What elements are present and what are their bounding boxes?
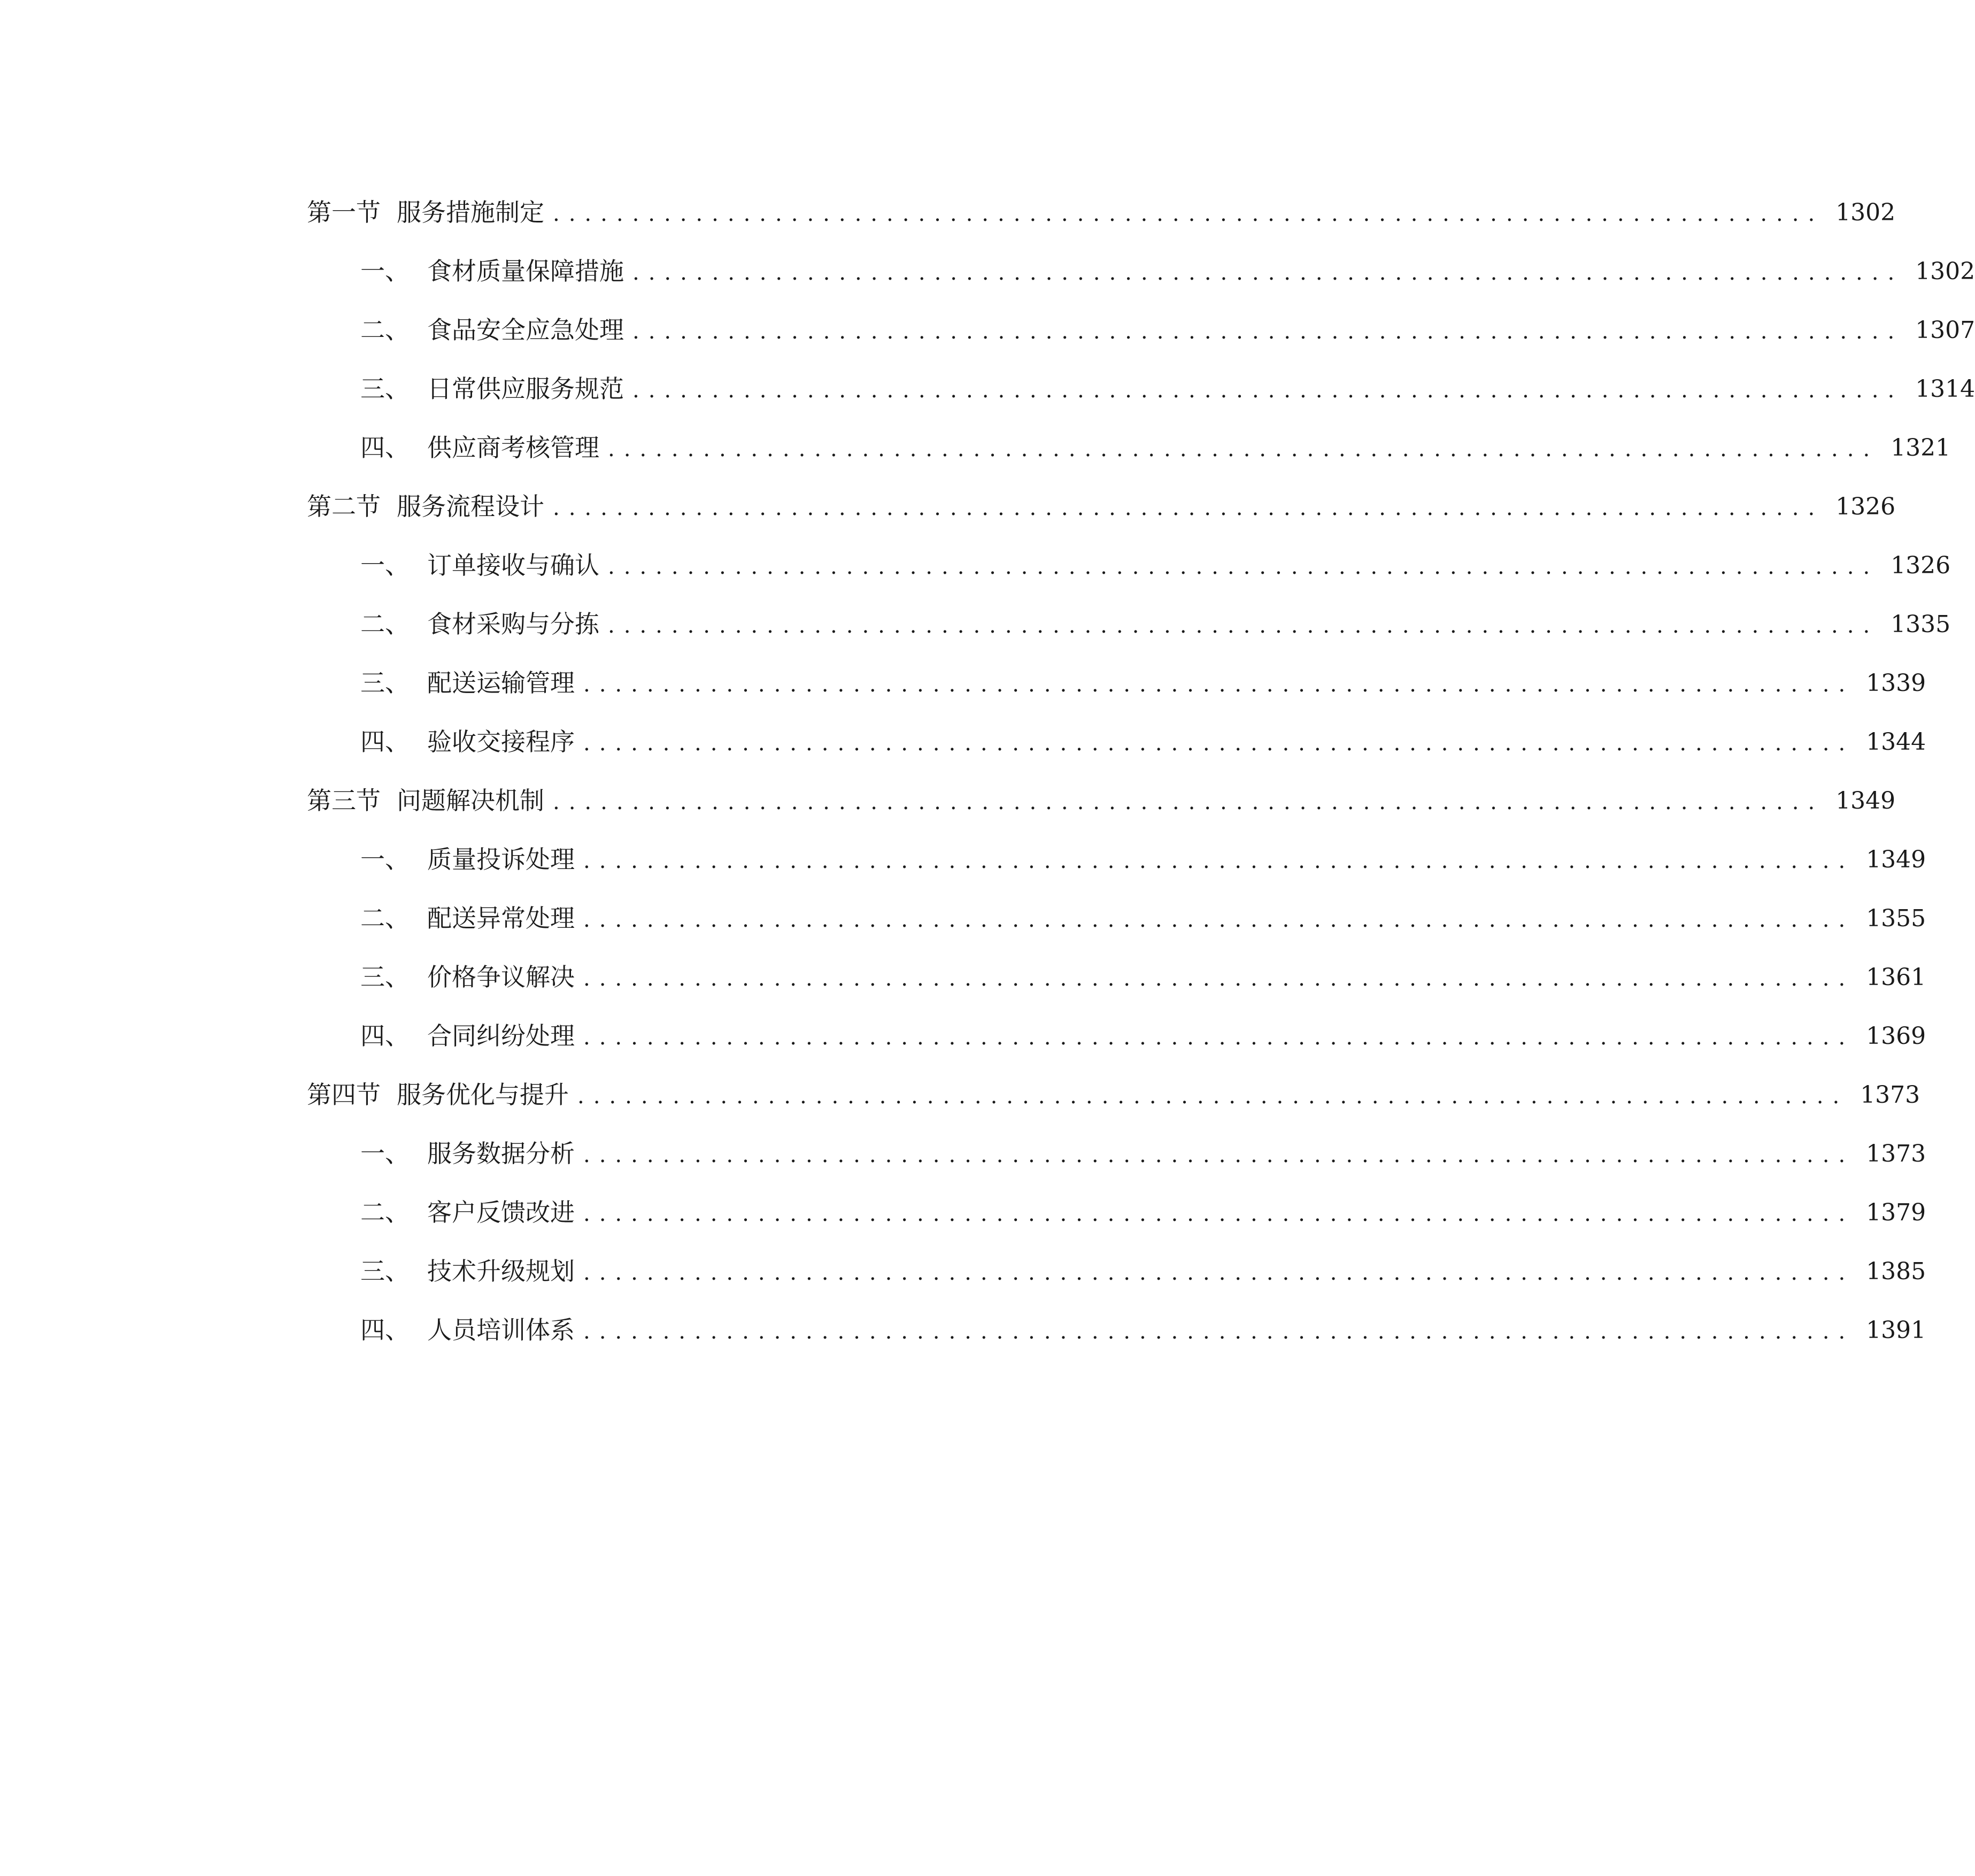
toc-entry-title: 食材采购与分拣 — [427, 610, 599, 639]
toc-entry-number: 第二节 — [307, 492, 381, 521]
toc-page-number: 1369 — [1866, 1022, 1926, 1050]
toc-entry-subsection[interactable] — [307, 342, 1975, 403]
toc-page-number: 1339 — [1866, 670, 1926, 697]
toc-entry-title: 服务措施制定 — [397, 198, 544, 227]
toc-entry-title: 人员培训体系 — [427, 1316, 575, 1344]
dot-leader: ................................................................................ — [583, 1143, 1855, 1167]
toc-entry-number: 三、 — [360, 668, 410, 697]
toc-page-number: 1373 — [1860, 1081, 1920, 1109]
toc-entry-subsection[interactable] — [307, 1225, 1926, 1286]
table-of-contents — [307, 166, 1975, 1344]
toc-entry-section-1[interactable] — [307, 166, 1896, 227]
toc-entry-section-3[interactable] — [307, 754, 1896, 815]
toc-entry-title: 订单接收与确认 — [427, 551, 599, 580]
toc-page-number: 1307 — [1915, 317, 1975, 344]
toc-entry-title: 客户反馈改进 — [427, 1198, 575, 1227]
toc-page-number: 1373 — [1866, 1140, 1926, 1167]
toc-entry-title: 质量投诉处理 — [427, 845, 575, 874]
toc-entry-number: 第一节 — [307, 198, 381, 227]
toc-entry-subsection[interactable] — [307, 401, 1951, 462]
toc-page-number: 1302 — [1915, 258, 1975, 285]
toc-entry-title: 价格争议解决 — [427, 963, 575, 991]
dot-leader: ................................................................................ — [553, 790, 1824, 814]
toc-entry-number: 第三节 — [307, 786, 381, 815]
toc-entry-number: 一、 — [360, 845, 410, 874]
toc-entry-number: 四、 — [360, 1316, 410, 1344]
dot-leader: ................................................................................ — [608, 437, 1879, 462]
dot-leader: ................................................................................ — [583, 908, 1855, 932]
toc-entry-subsection[interactable] — [307, 872, 1926, 933]
toc-page-number: 1302 — [1835, 199, 1896, 226]
toc-page-number: 1391 — [1866, 1317, 1926, 1344]
dot-leader: ................................................................................ — [553, 202, 1824, 226]
dot-leader: ................................................................................ — [583, 1319, 1855, 1344]
toc-entry-number: 第四节 — [307, 1080, 381, 1109]
toc-entry-subsection[interactable] — [307, 1283, 1926, 1344]
toc-entry-title: 问题解决机制 — [397, 786, 544, 815]
toc-entry-number: 二、 — [360, 316, 410, 344]
dot-leader: ................................................................................ — [553, 496, 1824, 520]
toc-entry-number: 四、 — [360, 433, 410, 462]
dot-leader: ................................................................................ — [632, 319, 1904, 344]
toc-entry-title: 食材质量保障措施 — [427, 257, 624, 286]
toc-entry-subsection[interactable] — [307, 283, 1975, 344]
toc-entry-subsection[interactable] — [307, 989, 1926, 1050]
toc-entry-subsection[interactable] — [307, 695, 1926, 756]
toc-page-number: 1379 — [1866, 1199, 1926, 1226]
toc-page-number: 1326 — [1835, 493, 1896, 520]
toc-page-number: 1326 — [1891, 552, 1951, 579]
toc-entry-title: 服务流程设计 — [397, 492, 544, 521]
toc-page-number: 1314 — [1915, 375, 1975, 403]
toc-entry-number: 二、 — [360, 1198, 410, 1227]
toc-entry-number: 二、 — [360, 904, 410, 933]
dot-leader: ................................................................................ — [583, 672, 1855, 697]
toc-entry-number: 三、 — [360, 374, 410, 403]
toc-entry-subsection[interactable] — [307, 636, 1926, 697]
toc-entry-number: 四、 — [360, 727, 410, 756]
toc-entry-section-4[interactable] — [307, 1048, 1920, 1109]
dot-leader: ................................................................................ — [608, 613, 1879, 638]
toc-page-number: 1335 — [1891, 611, 1951, 638]
dot-leader: ................................................................................ — [577, 1084, 1849, 1109]
dot-leader: ................................................................................ — [632, 378, 1904, 403]
toc-page-number: 1355 — [1866, 905, 1926, 932]
toc-entry-title: 食品安全应急处理 — [427, 316, 624, 344]
toc-entry-subsection[interactable] — [307, 931, 1926, 991]
toc-entry-title: 日常供应服务规范 — [427, 374, 624, 403]
toc-entry-number: 四、 — [360, 1021, 410, 1050]
toc-page-number: 1349 — [1835, 787, 1896, 814]
dot-leader: ................................................................................ — [632, 260, 1904, 285]
toc-page-number: 1361 — [1866, 964, 1926, 991]
toc-entry-subsection[interactable] — [307, 519, 1951, 580]
toc-entry-subsection[interactable] — [307, 1166, 1926, 1227]
toc-entry-title: 服务优化与提升 — [397, 1080, 569, 1109]
dot-leader: ................................................................................ — [608, 555, 1879, 579]
toc-page-number: 1385 — [1866, 1258, 1926, 1285]
toc-entry-subsection[interactable] — [307, 813, 1926, 874]
toc-entry-subsection[interactable] — [307, 225, 1975, 286]
toc-entry-title: 配送异常处理 — [427, 904, 575, 933]
toc-entry-title: 服务数据分析 — [427, 1139, 575, 1168]
toc-entry-number: 一、 — [360, 551, 410, 580]
toc-entry-number: 一、 — [360, 1139, 410, 1168]
toc-entry-number: 二、 — [360, 610, 410, 639]
toc-entry-title: 验收交接程序 — [427, 727, 575, 756]
dot-leader: ................................................................................ — [583, 1025, 1855, 1050]
toc-entry-number: 三、 — [360, 1257, 410, 1286]
toc-page-number: 1344 — [1866, 728, 1926, 756]
toc-entry-number: 三、 — [360, 963, 410, 991]
dot-leader: ................................................................................ — [583, 849, 1855, 873]
toc-entry-subsection[interactable] — [307, 578, 1951, 639]
toc-entry-title: 配送运输管理 — [427, 668, 575, 697]
toc-entry-number: 一、 — [360, 257, 410, 286]
toc-entry-title: 供应商考核管理 — [427, 433, 599, 462]
toc-entry-section-2[interactable] — [307, 460, 1896, 521]
dot-leader: ................................................................................ — [583, 731, 1855, 756]
toc-entry-title: 合同纠纷处理 — [427, 1021, 575, 1050]
toc-page-number: 1321 — [1891, 434, 1951, 462]
toc-entry-title: 技术升级规划 — [427, 1257, 575, 1286]
dot-leader: ................................................................................ — [583, 1260, 1855, 1285]
toc-entry-subsection[interactable] — [307, 1107, 1926, 1168]
toc-page-number: 1349 — [1866, 846, 1926, 873]
dot-leader: ................................................................................ — [583, 1202, 1855, 1226]
dot-leader: ................................................................................ — [583, 966, 1855, 991]
